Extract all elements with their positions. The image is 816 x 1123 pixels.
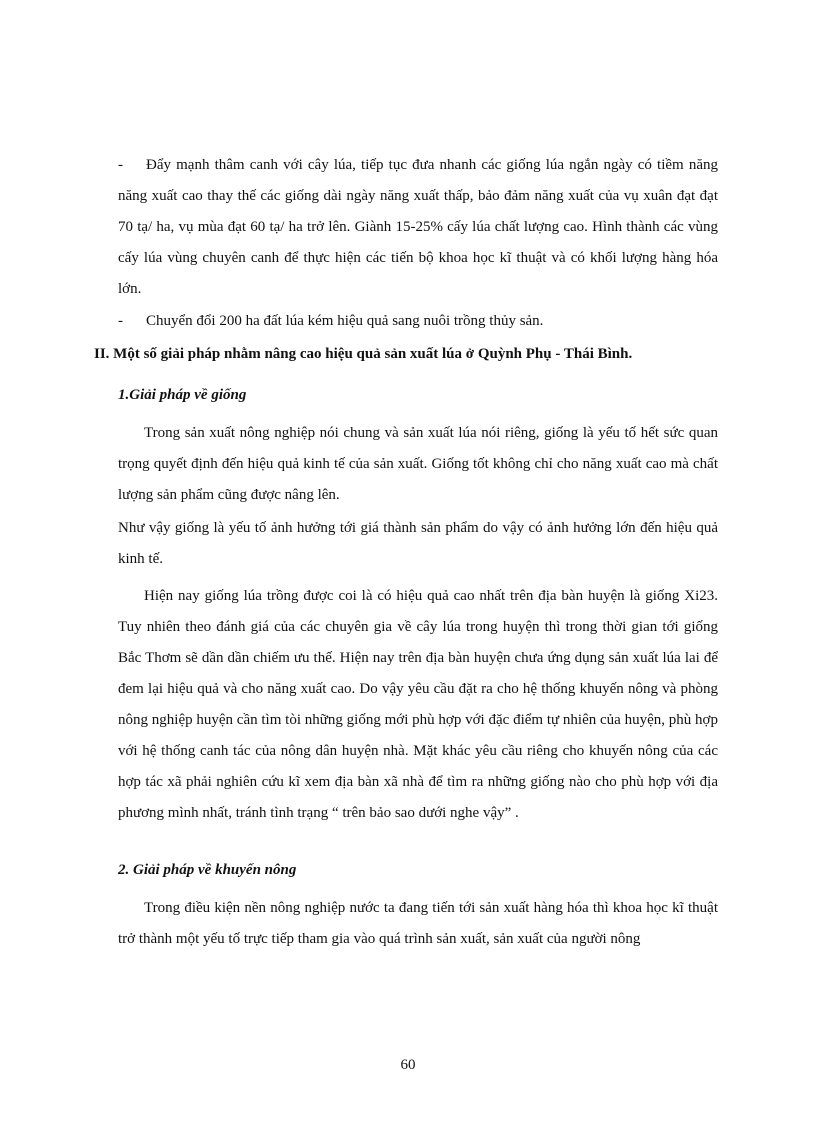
paragraph-seed-cost: Như vậy giống là yếu tố ảnh hưởng tới giá thành sản phẩm do vậy có ảnh hưởng lớn đến hiệu quả kinh tế.	[118, 520, 718, 567]
section-heading: II. Một số giải pháp nhằm nâng cao hiệu quả sản xuất lúa ở Quỳnh Phụ - Thái Bình.	[94, 346, 633, 362]
page-number: 60	[400, 1057, 416, 1073]
bullet-text: Đẩy mạnh thâm canh với cây lúa, tiếp tục đưa nhanh các giống lúa ngắn ngày có tiềm năng năng xuất cao thay thế các giống dài ngày năng xuất thấp, bảo đảm năng xuất của vụ xuân đạt đạt 70 tạ/ ha, vụ mùa đạt 60 tạ/ ha trở lên. Giành 15-25% cấy lúa chất lượng cao. Hình thành các vùng cấy lúa vùng chuyên canh để thực hiện các tiến bộ khoa học kĩ thuật và có khối lượng hàng hóa lớn.	[118, 157, 718, 297]
paragraph-current-varieties: Hiện nay giống lúa trồng được coi là có hiệu quả cao nhất trên địa bàn huyện là giống Xi23. Tuy nhiên theo đánh giá của các chuyên gia về cây lúa trong huyện thì trong thời gian tới giống Bắc Thơm sẽ dần dần chiếm ưu thế. Hiện nay trên địa bàn huyện chưa ứng dụng sản xuất lúa lai để đem lại hiệu quả và cho năng xuất cao. Do vậy yêu cầu đặt ra cho hệ thống khuyến nông và phòng nông nghiệp huyện cần tìm tòi những giống mới phù hợp với đặc điểm tự nhiên của huyện, phù hợp với hệ thống canh tác của nông dân huyện nhà. Mặt khác yêu cầu riêng cho khuyến nông của các hợp tác xã phải nghiên cứu kĩ xem địa bàn xã nhà để tìm ra những giống nào cho phù hợp với địa phương mình nhất, tránh tình trạng “ trên bảo sao dưới nghe vậy” .	[118, 588, 718, 821]
bullet-marker: -	[118, 157, 123, 173]
subheading-seed-solution: 1.Giải pháp về giống	[118, 387, 247, 403]
paragraph-seed-importance: Trong sản xuất nông nghiệp nói chung và sản xuất lúa nói riêng, giống là yếu tố hết sức quan trọng quyết định đến hiệu quả kinh tế của sản xuất. Giống tốt không chỉ cho năng xuất cao mà chất lượng sản phẩm cũng được nâng lên.	[118, 425, 718, 503]
bullet-marker: -	[118, 313, 123, 329]
bullet-text: Chuyển đổi 200 ha đất lúa kém hiệu quả sang nuôi trồng thủy sản.	[146, 313, 544, 329]
bullet-item-intensive-farming	[118, 150, 718, 305]
paragraph-extension-context: Trong điều kiện nền nông nghiệp nước ta đang tiến tới sản xuất hàng hóa thì khoa học kĩ thuật trở thành một yếu tố trực tiếp tham gia vào quá trình sản xuất, sản xuất của người nông	[118, 900, 718, 947]
subheading-extension-solution: 2. Giải pháp về khuyến nông	[118, 862, 297, 878]
bullet-item-land-conversion	[118, 306, 718, 337]
